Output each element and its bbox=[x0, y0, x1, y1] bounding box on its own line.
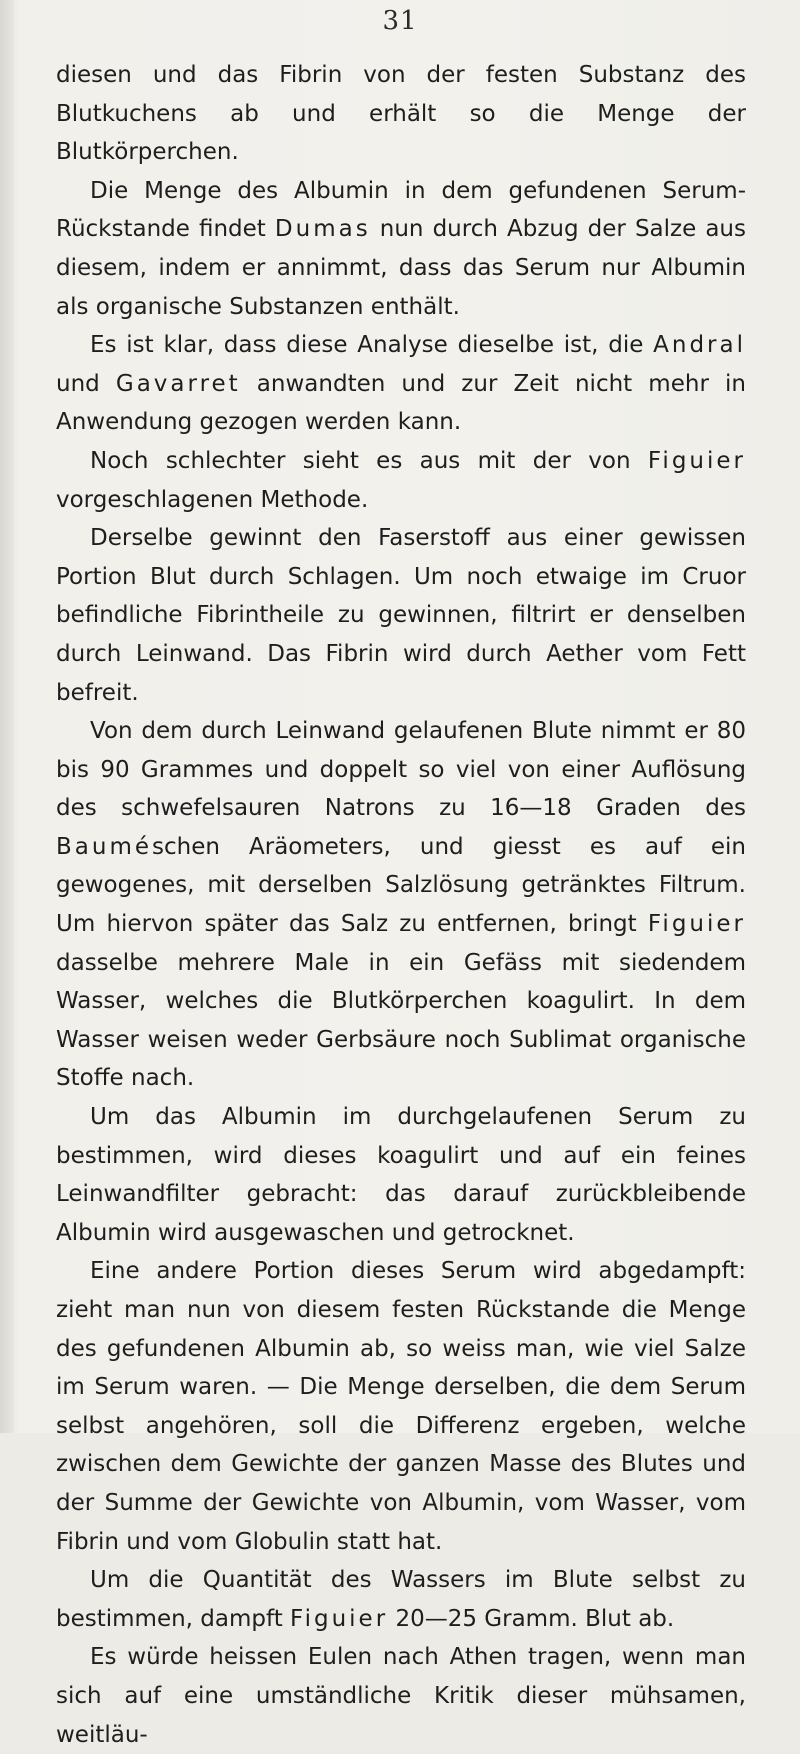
paragraph-text: nun durch Abzug der Salze aus diesem, indem er annimmt, dass das Serum nur Albumin als organische Substanzen enthält. bbox=[56, 216, 746, 320]
paragraph-text: und bbox=[56, 370, 116, 397]
paragraph bbox=[56, 56, 746, 172]
paragraph bbox=[56, 1561, 746, 1638]
paragraph-text: vorgeschlagenen Methode. bbox=[56, 486, 369, 513]
paragraph-text: Die Menge des Albumin in dem gefundenen Serum-Rückstande findet bbox=[56, 177, 746, 243]
paragraph-text: 20—25 Gramm. Blut ab. bbox=[388, 1605, 675, 1632]
paragraph-text: Von dem durch Leinwand gelaufenen Blute nimmt er 80 bis 90 Grammes und doppelt so viel von einer Auflösung des schwefelsauren Natrons zu 16—18 Graden des bbox=[56, 718, 746, 822]
paragraph-text: Noch schlechter sieht es aus mit der von bbox=[90, 447, 648, 474]
paragraph bbox=[56, 712, 746, 1098]
person-name: Andral bbox=[653, 332, 746, 359]
paragraph bbox=[56, 172, 746, 326]
paragraph-text: Um das Albumin im durchgelaufenen Serum zu bestimmen, wird dieses koagulirt und auf ein feines Leinwandfilter gebracht: das darauf zurückbleibende Albumin wird ausgewaschen und getrocknet. bbox=[56, 1104, 746, 1246]
paragraph-text: diesen und das Fibrin von der festen Substanz des Blutkuchens ab und erhält so die Menge der Blutkörperchen. bbox=[56, 62, 746, 166]
person-name: Dumas bbox=[274, 216, 371, 243]
paragraph-text: schen Aräometers, und giesst es auf ein gewogenes, mit derselben Salzlösung getränktes Filtrum. Um hiervon später das Salz zu entfernen, bringt bbox=[56, 833, 746, 938]
paragraph bbox=[56, 326, 746, 442]
person-name: Figuier bbox=[290, 1605, 389, 1632]
paragraph bbox=[56, 519, 746, 712]
paragraph-text: dasselbe mehrere Male in ein Gefäss mit siedendem Wasser, welches die Blutkörperchen koagulirt. In dem Wasser weisen weder Gerbsäure noch Sublimat organische Stoffe nach. bbox=[56, 949, 746, 1092]
paragraph bbox=[56, 1098, 746, 1252]
paragraph bbox=[56, 1638, 746, 1754]
body-text bbox=[56, 56, 746, 1754]
person-name: Baumé bbox=[56, 833, 153, 860]
person-name: Gavarret bbox=[115, 370, 241, 397]
page-gutter-edge bbox=[0, 0, 14, 1433]
page-number: 31 bbox=[382, 6, 418, 36]
paragraph-text: Um die Quantität des Wassers im Blute selbst zu bestimmen, dampft bbox=[56, 1567, 746, 1632]
paragraph-text: Es ist klar, dass diese Analyse dieselbe ist, die bbox=[90, 332, 654, 359]
person-name: Figuier bbox=[647, 911, 746, 938]
paragraph-text: Eine andere Portion dieses Serum wird abgedampft: zieht man nun von diesem festen Rückstande die Menge des gefundenen Albumin ab, so weiss man, wie viel Salze im Serum waren. — Die Menge derselben, die dem Serum selbst angehören, soll die Differenz ergeben, welche zwischen dem Gewichte der ganzen Masse des Blutes und der Summe der Gewichte von Albumin, vom Wasser, vom Fibrin und vom Globulin statt hat. bbox=[56, 1258, 746, 1555]
paragraph bbox=[56, 442, 746, 519]
paragraph bbox=[56, 1252, 746, 1561]
paragraph-text: Es würde heissen Eulen nach Athen tragen, wenn man sich auf eine umständliche Kritik dieser mühsamen, weitläu- bbox=[56, 1644, 746, 1748]
person-name: Figuier bbox=[647, 447, 746, 474]
paragraph-text: anwandten und zur Zeit nicht mehr in Anwendung gezogen werden kann. bbox=[56, 370, 746, 436]
paragraph-text: Derselbe gewinnt den Faserstoff aus einer gewissen Portion Blut durch Schlagen. Um noch etwaige im Cruor befindliche Fibrintheile zu gewinnen, filtrirt er denselben durch Leinwand. Das Fibrin wird durch Aether vom Fett befreit. bbox=[56, 525, 746, 706]
